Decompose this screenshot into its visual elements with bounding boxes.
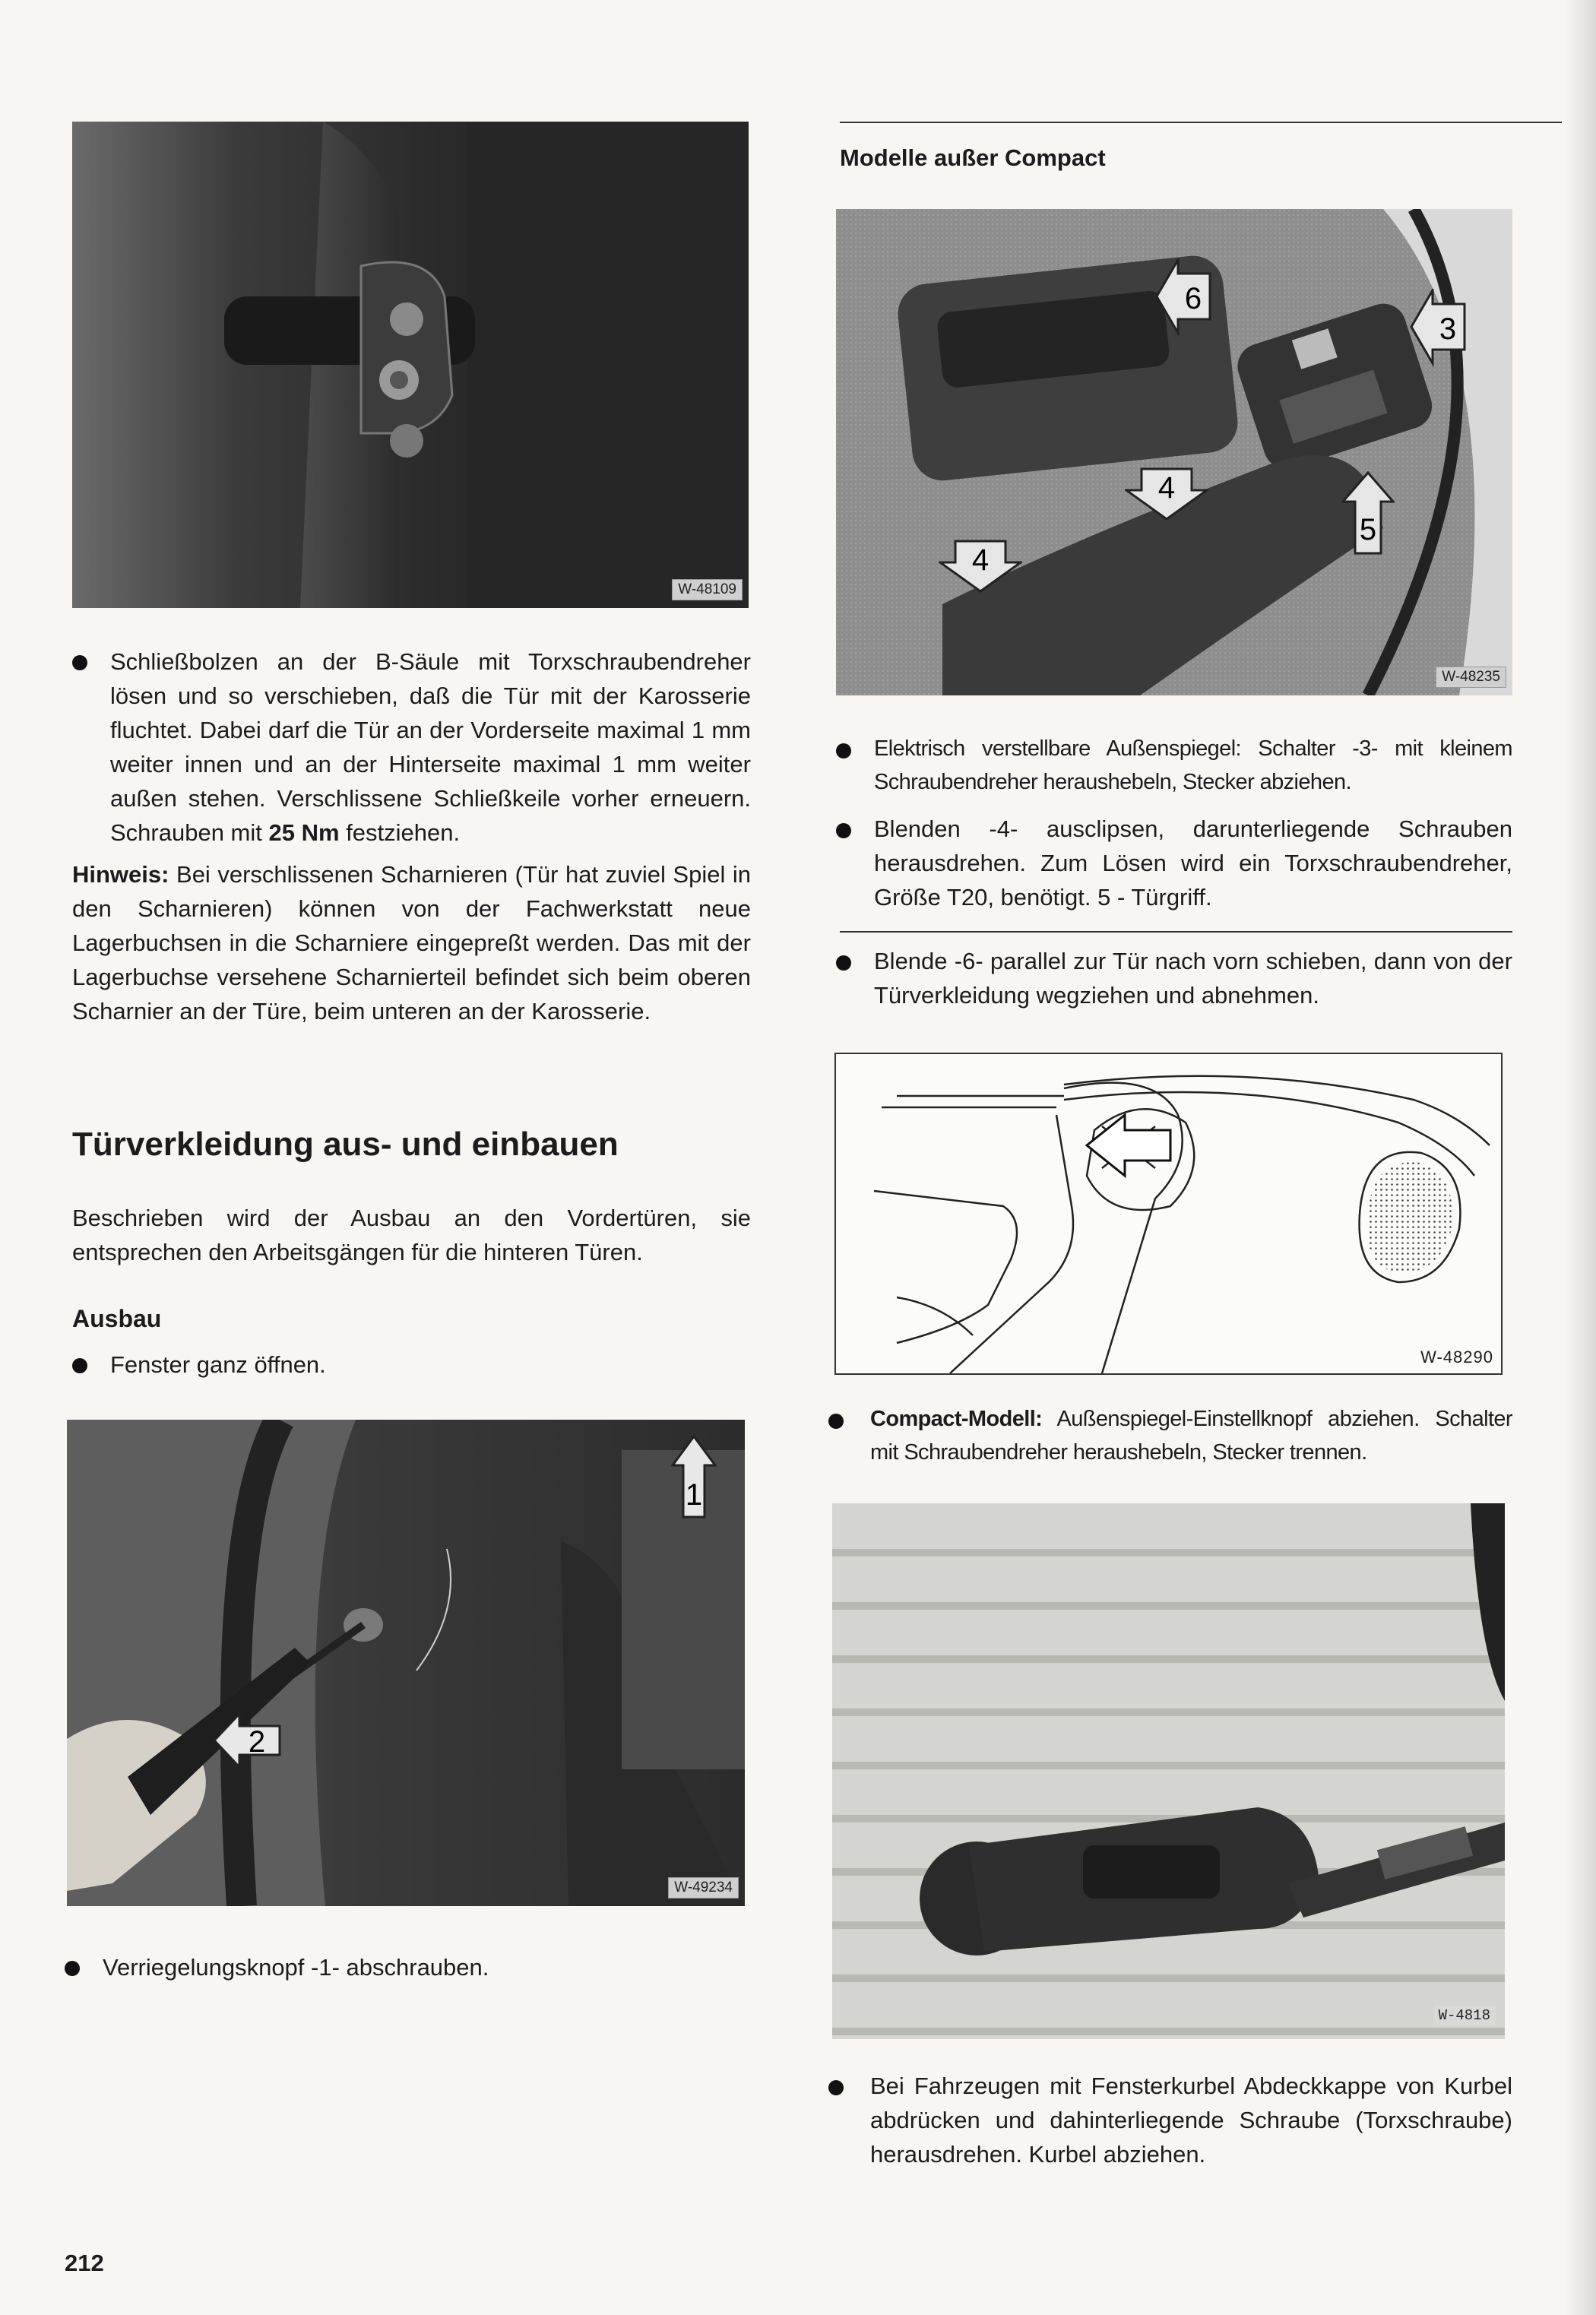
figure-code-label: W-48290 <box>1420 1348 1493 1367</box>
page-edge-shadow <box>1566 0 1596 2315</box>
bullet-point <box>72 655 87 670</box>
figure-code-label: W-48235 <box>1436 667 1506 688</box>
figure-code-label: W-48109 <box>672 579 743 600</box>
marker-6-label: 6 <box>1184 282 1202 315</box>
bullet-point <box>836 955 851 971</box>
bullet-point <box>836 743 851 758</box>
marker-5-label: 5 <box>1359 513 1377 546</box>
marker-4-label: 4 <box>1157 471 1176 505</box>
marker-2-arrow <box>213 1712 281 1769</box>
trim-cover-instruction: Blenden -4- ausclipsen, darunterliegende Schrauben herausdrehen. Zum Lösen wird ein Torxschraubendreher, Größe T20, benötigt. 5 - Türgriff. <box>874 815 1512 910</box>
bullet-point <box>72 1358 87 1373</box>
marker-3-label: 3 <box>1439 312 1457 346</box>
open-window-instruction: Fenster ganz öffnen. <box>110 1351 326 1378</box>
separator-rule <box>840 931 1512 933</box>
marker-2-label: 2 <box>248 1725 266 1759</box>
note-paragraph <box>72 857 751 1028</box>
note-label: Hinweis: <box>72 861 169 888</box>
bullet-point <box>828 1414 844 1429</box>
section-title: Modelle außer Compact <box>840 144 1106 171</box>
door-line-drawing <box>834 1053 1503 1375</box>
intro-paragraph: Beschrieben wird der Ausbau an den Vordertüren, sie entsprechen den Arbeitsgängen für die hinteren Türen. <box>72 1205 751 1265</box>
striker-instruction <box>110 644 751 850</box>
marker-3-arrow <box>1410 289 1467 369</box>
marker-1-label: 1 <box>685 1478 703 1512</box>
striker-bolt-photo <box>72 122 749 608</box>
note-text: Bei verschlissenen Scharnieren (Tür hat zuviel Spiel in den Scharnieren) können von der Fachwerkstatt neue Lagerbuchsen in die Scharniere eingepreßt werden. Das mit der Lagerbuchse versehene Scharnierteil befindet sich beim oberen Scharnier an der Türe, beim unteren an der Karosserie. <box>72 861 751 1024</box>
top-rule <box>840 122 1562 123</box>
page-number: 212 <box>65 2250 104 2276</box>
marker-4b-arrow <box>939 540 1022 593</box>
section-heading: Türverkleidung aus- und einbauen <box>72 1126 619 1163</box>
cover-6-instruction: Blende -6- parallel zur Tür nach vorn schieben, dann von der Türverkleidung wegziehen und abnehmen. <box>874 948 1512 1009</box>
ausbau-subheading: Ausbau <box>72 1305 162 1332</box>
marker-5-arrow <box>1341 471 1395 555</box>
figure-code-label: W-4818 <box>1433 2006 1496 2025</box>
striker-instruction-text: Schließbolzen an der B-Säule mit Torxschraubendreher lösen und so verschieben, daß die Tür mit der Karosserie fluchtet. Dabei darf die Tür an der Vorderseite maximal 1 mm weiter innen und an der Hinterseite maximal 1 mm weiter außen stehen. Verschlissene Schließkeile vorher erneuern. Schrauben mit <box>110 648 751 846</box>
compact-model-label: Compact-Modell: <box>870 1407 1043 1431</box>
figure-code-label: W-49234 <box>668 1877 739 1899</box>
torque-value: 25 Nm <box>268 819 340 846</box>
marker-4-arrow <box>1125 467 1208 521</box>
lock-knob-instruction: Verriegelungsknopf -1- abschrauben. <box>103 1954 489 1981</box>
striker-instruction-end: festziehen. <box>346 819 461 846</box>
bullet-point <box>836 823 851 838</box>
compact-model-instruction <box>870 1402 1512 1469</box>
bullet-point <box>65 1961 80 1976</box>
marker-4b-label: 4 <box>971 543 990 577</box>
crank-instruction: Bei Fahrzeugen mit Fensterkurbel Abdeckkappe von Kurbel abdrücken und dahinterliegende Schraube (Torxschraube) herausdrehen. Kurbel abziehen. <box>870 2073 1512 2168</box>
mirror-switch-instruction: Elektrisch verstellbare Außenspiegel: Schalter -3- mit kleinem Schraubendreher heraushebeln, Stecker abziehen. <box>874 736 1512 794</box>
compact-model-text: Außenspiegel-Einstellknopf abziehen. Schalter mit Schraubendreher heraushebeln, Stecker trennen. <box>870 1407 1512 1465</box>
window-crank-photo <box>832 1503 1505 2039</box>
marker-1-arrow <box>671 1435 717 1519</box>
marker-6-arrow <box>1155 258 1212 338</box>
lock-knob-photo <box>67 1420 745 1906</box>
door-panel-photo <box>836 209 1512 695</box>
bullet-point <box>828 2080 844 2095</box>
